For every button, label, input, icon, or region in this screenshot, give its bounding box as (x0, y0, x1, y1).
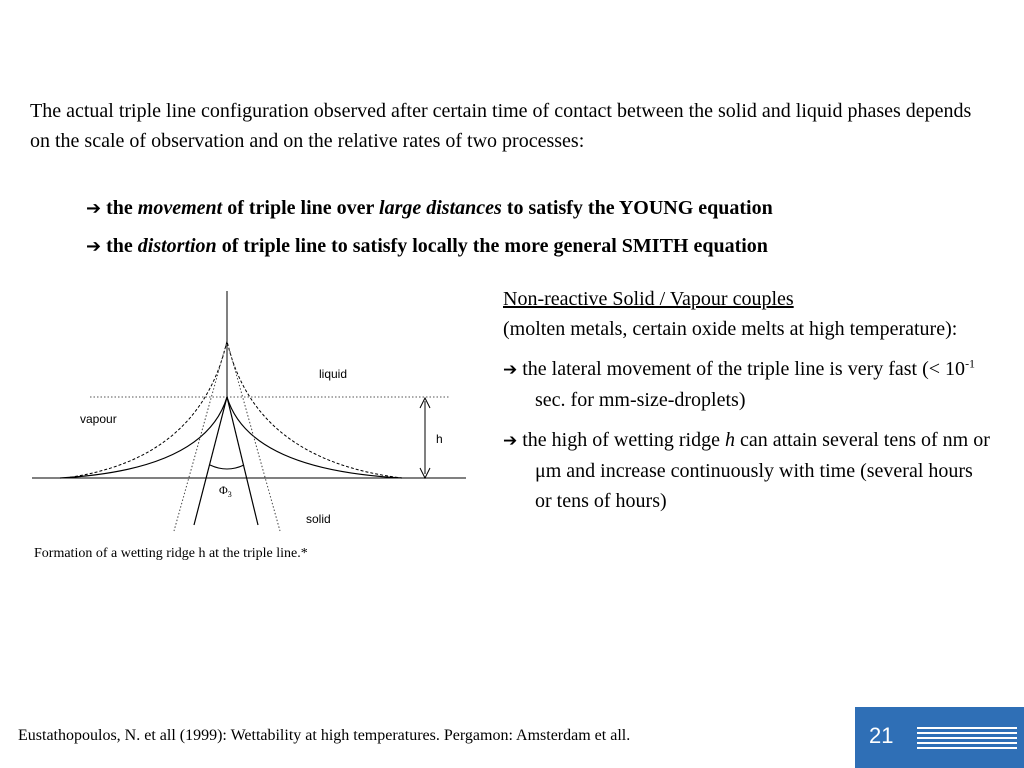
figure-caption: Formation of a wetting ridge h at the triple line.* (34, 546, 308, 561)
arrow-right-icon: ➔ (503, 431, 518, 451)
solid-ridge-profile (60, 397, 402, 478)
bullet-emphasis: distortion (137, 235, 217, 257)
dashed-ridge-profile (65, 341, 402, 478)
page-number-box (855, 707, 1024, 768)
bullet-text-part: the (106, 197, 138, 219)
phi-subscript: 3 (227, 490, 232, 499)
intro-paragraph: The actual triple line configuration observed after certain time of contact between the solid and liquid phases depends on the scale of observation and on the relative rates of two processes: (30, 100, 972, 152)
bullet-text-part: the (106, 235, 138, 257)
item-text: can attain several tens of nm or μm and increase continuously with time (several hours or tens of hours) (535, 429, 990, 512)
tangent-right-dotted (227, 341, 280, 531)
item-text: the high of wetting ridge (522, 429, 725, 451)
liquid-label: liquid (319, 367, 348, 381)
wetting-ridge-diagram (30, 285, 470, 540)
footer-reference: Eustathopoulos, N. et all (1999): Wettability at high temperatures. Pergamon: Amsterdam et all. (18, 727, 631, 744)
superscript: -1 (965, 356, 976, 371)
item-wetting-ridge (503, 425, 993, 516)
item-emphasis: h (724, 429, 735, 451)
solid-label: solid (306, 512, 331, 526)
arrow-right-icon: ➔ (503, 360, 518, 380)
bullet-distortion (86, 235, 768, 258)
section-heading: Non-reactive Solid / Vapour couples (503, 288, 794, 310)
bullet-emphasis: large distances (379, 197, 502, 219)
right-column (503, 284, 993, 516)
item-lateral-movement (503, 354, 993, 415)
phi-symbol: Φ (219, 483, 228, 497)
phi-label (219, 483, 232, 499)
item-text: sec. for mm-size-droplets) (535, 389, 746, 411)
section-subheading: (molten metals, certain oxide melts at high temperature): (503, 318, 958, 340)
bullet-text-part: to satisfy the YOUNG equation (501, 197, 773, 219)
bullet-text-part: of triple line to satisfy locally the more general SMITH equation (216, 235, 768, 257)
bullet-text-part: of triple line over (222, 197, 380, 219)
stripes-logo-icon (917, 727, 1017, 749)
arrow-right-icon: ➔ (86, 236, 102, 257)
vapour-label: vapour (80, 412, 117, 426)
page-number: 21 (869, 723, 894, 748)
arrow-right-icon: ➔ (86, 198, 102, 219)
bullet-emphasis: movement (137, 197, 223, 219)
tangent-left-dotted (174, 341, 227, 531)
bullet-movement (86, 197, 773, 220)
item-text: the lateral movement of the triple line is very fast (< 10 (522, 358, 966, 380)
angle-arc (210, 465, 244, 469)
ridge-left-side (194, 397, 227, 525)
h-label: h (436, 432, 443, 446)
ridge-right-side (227, 397, 258, 525)
